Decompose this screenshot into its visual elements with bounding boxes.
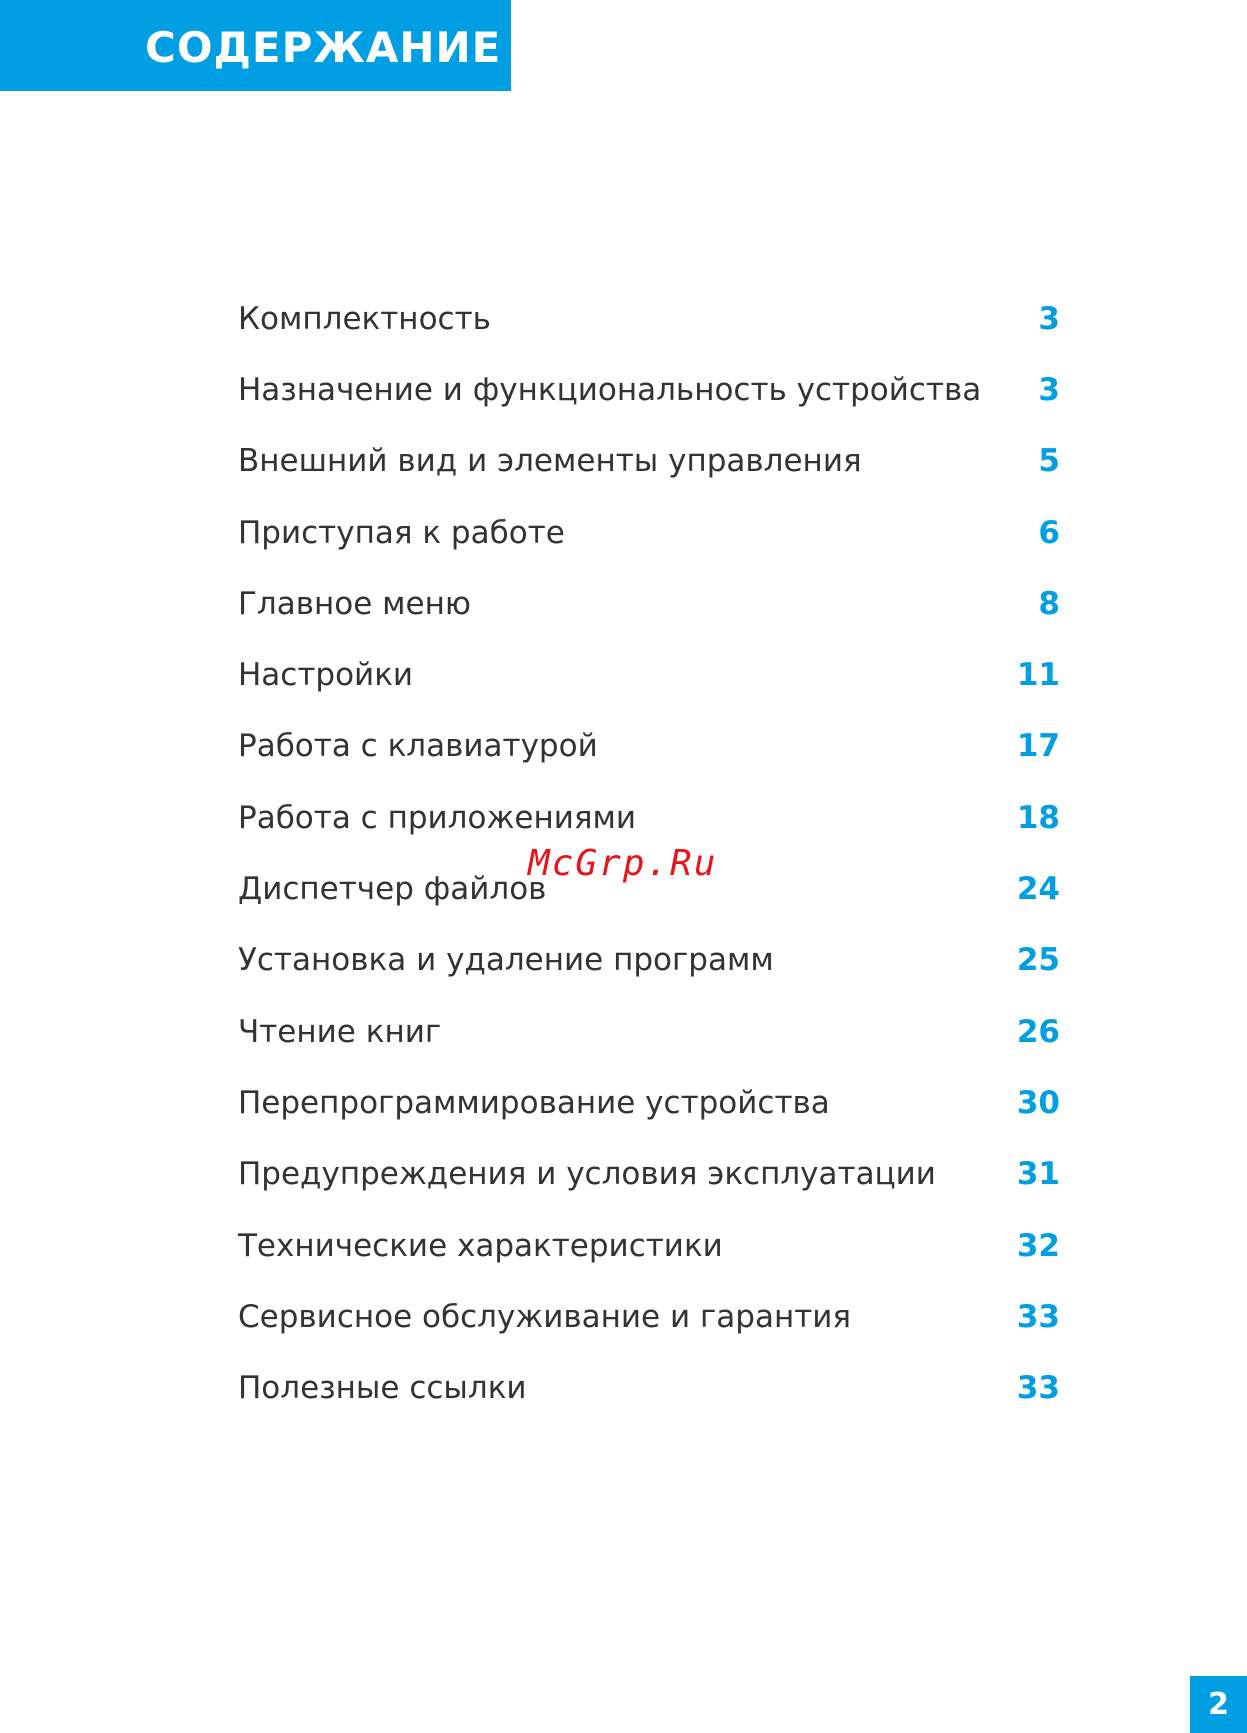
toc-entry-label: Технические характеристики xyxy=(238,1227,723,1264)
toc-entry-page: 3 xyxy=(1038,371,1060,408)
toc-row[interactable] xyxy=(238,1210,1060,1281)
toc-entry-label: Внешний вид и элементы управления xyxy=(238,443,862,480)
toc-row[interactable] xyxy=(238,996,1060,1067)
toc-entry-label: Комплектность xyxy=(238,300,491,337)
toc-row[interactable] xyxy=(238,354,1060,425)
toc-entry-page: 11 xyxy=(1016,657,1060,694)
toc-entry-page: 33 xyxy=(1016,1370,1060,1407)
toc-row[interactable] xyxy=(238,283,1060,354)
toc-entry-label: Работа с клавиатурой xyxy=(238,728,598,765)
page-number-badge xyxy=(1190,1676,1247,1733)
toc-entry-label: Приступая к работе xyxy=(238,514,565,551)
toc-entry-page: 31 xyxy=(1016,1156,1060,1193)
toc-entry-page: 24 xyxy=(1016,871,1060,908)
toc-entry-label: Назначение и функциональность устройства xyxy=(238,371,982,408)
toc-entry-page: 18 xyxy=(1016,799,1060,836)
watermark: McGrp.Ru xyxy=(528,843,718,884)
toc-entry-page: 26 xyxy=(1016,1013,1060,1050)
toc-entry-label: Сервисное обслуживание и гарантия xyxy=(238,1298,852,1335)
toc-row[interactable] xyxy=(238,497,1060,568)
page-title: СОДЕРЖАНИЕ xyxy=(145,23,502,72)
toc-entry-label: Чтение книг xyxy=(238,1013,442,1050)
toc-entry-page: 32 xyxy=(1016,1227,1060,1264)
toc-entry-page: 17 xyxy=(1016,728,1060,765)
toc-entry-page: 6 xyxy=(1038,514,1060,551)
toc-row[interactable] xyxy=(238,1281,1060,1352)
toc-row[interactable] xyxy=(238,568,1060,639)
toc-row[interactable] xyxy=(238,1352,1060,1423)
toc-row[interactable] xyxy=(238,1067,1060,1138)
toc-row[interactable] xyxy=(238,426,1060,497)
toc-entry-label: Работа с приложениями xyxy=(238,799,637,836)
toc-entry-label: Настройки xyxy=(238,657,414,694)
toc-entry-page: 25 xyxy=(1016,942,1060,979)
toc-entry-label: Перепрограммирование устройства xyxy=(238,1084,830,1121)
toc-row[interactable] xyxy=(238,925,1060,996)
toc-row[interactable] xyxy=(238,639,1060,710)
toc-entry-page: 33 xyxy=(1016,1298,1060,1335)
toc-row[interactable] xyxy=(238,1139,1060,1210)
toc-entry-page: 5 xyxy=(1038,443,1060,480)
toc-row[interactable] xyxy=(238,711,1060,782)
toc-entry-label: Установка и удаление программ xyxy=(238,942,774,979)
toc-entry-page: 3 xyxy=(1038,300,1060,337)
page-number: 2 xyxy=(1208,1687,1229,1722)
toc-entry-page: 30 xyxy=(1016,1084,1060,1121)
toc-entry-label: Диспетчер файлов xyxy=(238,871,547,908)
toc-entry-label: Предупреждения и условия эксплуатации xyxy=(238,1156,936,1193)
toc-entry-label: Полезные ссылки xyxy=(238,1370,527,1407)
toc-entry-page: 8 xyxy=(1038,585,1060,622)
toc-entry-label: Главное меню xyxy=(238,585,471,622)
